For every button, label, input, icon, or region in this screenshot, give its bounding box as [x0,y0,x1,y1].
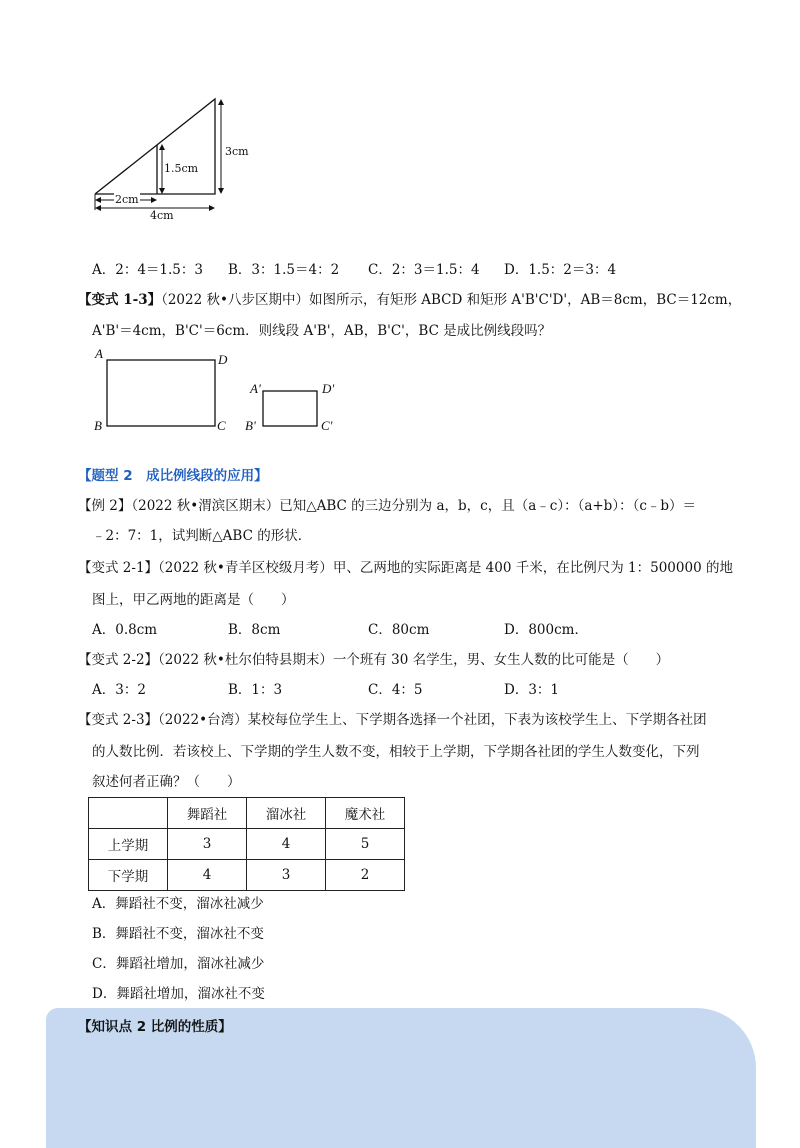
label-A-prime: A' [250,381,261,396]
label-4cm: 4cm [150,209,174,222]
variant-2-3-line1: 【变式 2-3】（2022•台湾）某校每位学生上、下学期各选择一个社团，下表为该校学生上、下学期各社团 [78,712,707,728]
option-c: C．2：3＝1.5：4 [368,262,480,278]
variant-2-3-line2: 的人数比例．若该校上、下学期的学生人数不变，相较于上学期，下学期各社团的学生人数变化，下列 [92,744,700,760]
variant-2-2-line1: 【变式 2-2】（2022 秋•杜尔伯特县期末）一个班有 30 名学生，男、女生人数的比可能是（ ） [78,652,670,668]
variant-1-3-line1 [78,288,741,308]
variant-2-3-option-d: D．舞蹈社增加，溜冰社不变 [92,986,265,1002]
label-C-prime: C' [321,418,333,433]
table-cell: 2 [326,860,405,891]
table-row [89,860,405,891]
variant-2-2-option-c: C．4：5 [368,682,423,698]
table-cell: 4 [247,829,326,860]
variant-2-1-option-a: A．0.8cm [92,622,158,638]
label-2cm: 2cm [115,193,139,206]
triangle-figure [80,90,280,230]
label-D-prime: D' [322,381,335,396]
variant-1-3-tag: 【变式 1-3】 [78,292,162,308]
table-cell: 3 [168,829,247,860]
option-d: D．1.5：2＝3：4 [504,262,617,278]
variant-2-3-line3: 叙述何者正确？（ ） [92,774,241,790]
variant-2-1-option-b: B．8cm [228,622,281,638]
table-cell: 上学期 [89,829,168,860]
variant-2-2-option-b: B．1：3 [228,682,283,698]
table-header-cell: 舞蹈社 [168,798,247,829]
variant-2-2-option-a: A．3：2 [92,682,146,698]
table-cell: 3 [247,860,326,891]
knowledge-point-2-heading: 【知识点 2 比例的性质】 [78,1019,232,1035]
table-header-cell: 溜冰社 [247,798,326,829]
label-1-5cm: 1.5cm [164,162,199,175]
variant-2-1-option-d: D．800cm． [504,622,588,638]
variant-1-3-line2: A'B'＝4cm，B'C'＝6cm．则线段 A'B'，AB，B'C'，BC 是成比例线段吗？ [92,323,552,339]
label-B: B [94,418,102,433]
variant-2-1-option-c: C．80cm [368,622,430,638]
table-header-row [89,798,405,829]
topic-2-heading: 【题型 2 成比例线段的应用】 [78,468,268,484]
club-ratio-table [88,797,405,891]
table-row [89,829,405,860]
label-3cm: 3cm [225,145,249,158]
label-A: A [95,346,103,361]
variant-2-3-option-b: B．舞蹈社不变，溜冰社不变 [92,926,264,942]
example-2-line1: 【例 2】（2022 秋•渭滨区期末）已知△ABC 的三边分别为 a，b，c，且（a﹣c）：（a+b）：（c﹣b）＝ [78,498,697,514]
label-D: D [218,352,228,367]
option-a: A．2：4＝1.5：3 [92,262,203,278]
table-header-cell: 魔术社 [326,798,405,829]
variant-2-2-option-d: D．3：1 [504,682,560,698]
variant-1-3-text: （2022 秋•八步区期中）如图所示，有矩形 ABCD 和矩形 A'B'C'D'，AB＝8cm，BC＝12cm， [161,292,742,308]
table-header-cell [89,798,168,829]
table-cell: 5 [326,829,405,860]
table-cell: 4 [168,860,247,891]
table-cell: 下学期 [89,860,168,891]
label-C: C [217,418,226,433]
variant-2-3-option-a: A．舞蹈社不变，溜冰社减少 [92,896,264,912]
variant-2-3-option-c: C．舞蹈社增加，溜冰社减少 [92,956,265,972]
example-2-line2: ﹣2：7：1，试判断△ABC 的形状． [92,528,312,544]
label-B-prime: B' [245,418,256,433]
variant-2-1-line2: 图上，甲乙两地的距离是（ ） [92,592,295,608]
option-b: B．3：1.5＝4：2 [228,262,340,278]
variant-2-1-line1: 【变式 2-1】（2022 秋•青羊区校级月考）甲、乙两地的实际距离是 400 千米，在比例尺为 1：500000 的地 [78,560,733,576]
